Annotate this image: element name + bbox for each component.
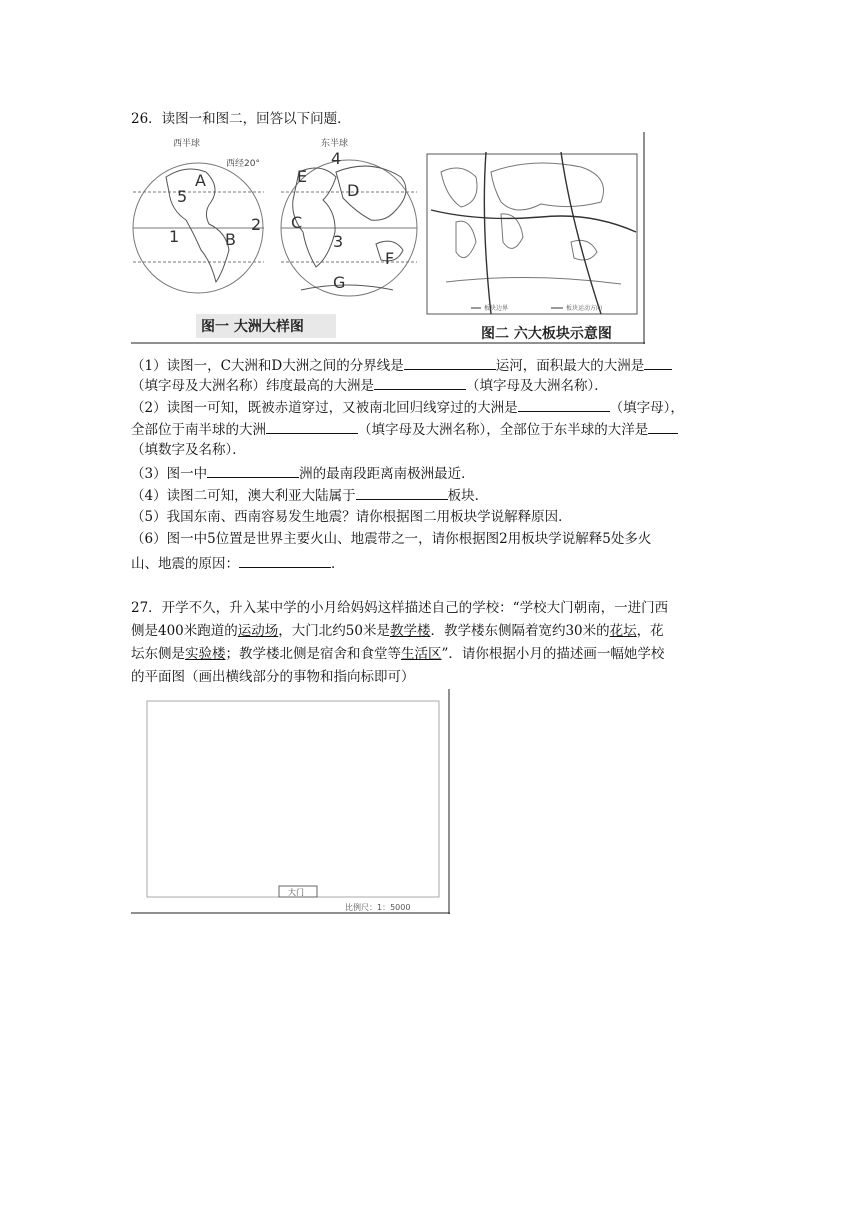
q26-sub1-line1	[131, 355, 731, 377]
q26-sub6-text-b: 山、地震的原因：	[131, 556, 239, 572]
q26-sub2-text-c: 全部位于南半球的大洲	[131, 422, 266, 438]
legend-plate-boundary: 板块边界	[484, 305, 509, 312]
blank-1-1[interactable]	[404, 355, 496, 370]
q27-line3	[131, 645, 731, 665]
label-meridian: 西经20°	[226, 159, 260, 169]
q27-text-2a: 侧是400米跑道的	[131, 623, 238, 639]
q26-sub1-line2	[131, 375, 731, 397]
q27-line1: 27．开学不久，升入某中学的小月给妈妈这样描述自己的学校：“学校大门朝南，一进门西	[131, 600, 669, 616]
q27-text-2b: ，大门北约50米是	[278, 623, 390, 639]
map-label-a: A	[195, 171, 206, 190]
q26-sub2-line1	[131, 397, 731, 419]
label-east-hemisphere: 东半球	[321, 139, 349, 149]
figure-1-caption: 图一 大洲大样图	[201, 319, 304, 335]
blank-1-2[interactable]	[644, 355, 672, 370]
label-west-hemisphere: 西半球	[173, 139, 201, 149]
map-label-e: E	[297, 167, 308, 186]
q27-text-2c: ．教学楼东侧隔着宽约30米的	[430, 623, 610, 639]
underlined-playground: 运动场	[237, 623, 279, 639]
q26-sub2-text-d: （填字母及大洲名称），全部位于东半球的大洋是	[358, 422, 649, 438]
q26-sub2-line3	[131, 441, 731, 461]
map-label-c: C	[291, 213, 303, 232]
figure-maps	[131, 132, 645, 344]
underlined-living-area: 生活区	[401, 646, 442, 662]
map-label-4: 4	[331, 149, 342, 168]
blank-3-1[interactable]	[207, 463, 299, 478]
figure-2-plates	[427, 152, 637, 314]
q26-sub6-text-c: ．	[331, 556, 345, 572]
map-label-b: B	[225, 230, 236, 249]
underlined-teaching-building: 教学楼	[389, 623, 431, 639]
map-label-g: G	[333, 273, 346, 292]
blank-6-1[interactable]	[239, 553, 331, 568]
blank-2-2[interactable]	[266, 419, 358, 434]
q27-line2	[131, 622, 731, 642]
q26-sub4-text-a: （4）读图二可知，澳大利亚大陆属于	[131, 488, 356, 504]
q27-text-3b: ；教学楼北侧是宿舍和食堂等	[225, 646, 401, 662]
q26-sub1-text-c: （填字母及大洲名称）纬度最高的大洲是	[131, 378, 374, 394]
q26-sub6-line2	[131, 553, 731, 575]
q26-sub3-text-a: （3）图一中	[131, 466, 208, 482]
gate-label: 大门	[288, 888, 304, 897]
q26-sub1-text-a: （1）读图一，C大洲和D大洲之间的分界线是	[131, 358, 404, 374]
q26-sub2-text-e: （填数字及名称）．	[131, 442, 246, 458]
blank-4-1[interactable]	[356, 485, 448, 500]
q26-sub2-line2	[131, 419, 731, 441]
map-label-5: 5	[177, 187, 188, 206]
blank-2-3[interactable]	[648, 419, 678, 434]
scale-label: 比例尺：1：5000	[345, 903, 411, 912]
q27-text-2d: ，花	[636, 623, 664, 639]
underlined-flower-bed: 花坛	[609, 623, 637, 639]
q26-sub2-text-a: （2）读图一可知，既被赤道穿过，又被南北回归线穿过的大洲是	[131, 400, 518, 416]
legend-plate-movement: 板块运动方向	[566, 305, 603, 312]
q26-sub5: （5）我国东南、西南容易发生地震？请你根据图二用板块学说解释原因．	[131, 509, 572, 525]
map-label-3: 3	[333, 232, 344, 251]
school-plan-drawing-area[interactable]	[131, 689, 450, 914]
question-26-title: 26．读图一和图二，回答以下问题．	[131, 111, 351, 127]
blank-1-3[interactable]	[374, 375, 466, 390]
q26-sub4-text-b: 板块．	[447, 488, 489, 504]
map-label-f: F	[385, 249, 395, 268]
q26-sub4	[131, 485, 731, 507]
q26-sub3	[131, 463, 731, 485]
map-label-2: 2	[251, 215, 262, 234]
blank-2-1[interactable]	[518, 397, 610, 412]
figure-2-caption: 图二 六大板块示意图	[481, 326, 612, 342]
q26-sub2-text-b: （填字母），	[609, 400, 684, 416]
q26-sub3-text-b: 洲的最南段距离南极洲最近．	[299, 466, 475, 482]
map-label-1: 1	[169, 227, 180, 246]
map-label-d: D	[347, 181, 360, 200]
underlined-lab-building: 实验楼	[185, 646, 226, 662]
q26-sub1-text-b: 运河，面积最大的大洲是	[495, 358, 645, 374]
q27-text-3c: ”．请你根据小月的描述画一幅她学校	[441, 646, 665, 662]
q26-sub6-line1: （6）图一中5位置是世界主要火山、地震带之一，请你根据图2用板块学说解释5处多火	[131, 531, 652, 547]
q27-line4: 的平面图（画出横线部分的事物和指向标即可）	[131, 669, 415, 685]
q26-sub1-text-d: （填字母及大洲名称）．	[466, 378, 608, 394]
q27-text-3a: 坛东侧是	[131, 646, 185, 662]
